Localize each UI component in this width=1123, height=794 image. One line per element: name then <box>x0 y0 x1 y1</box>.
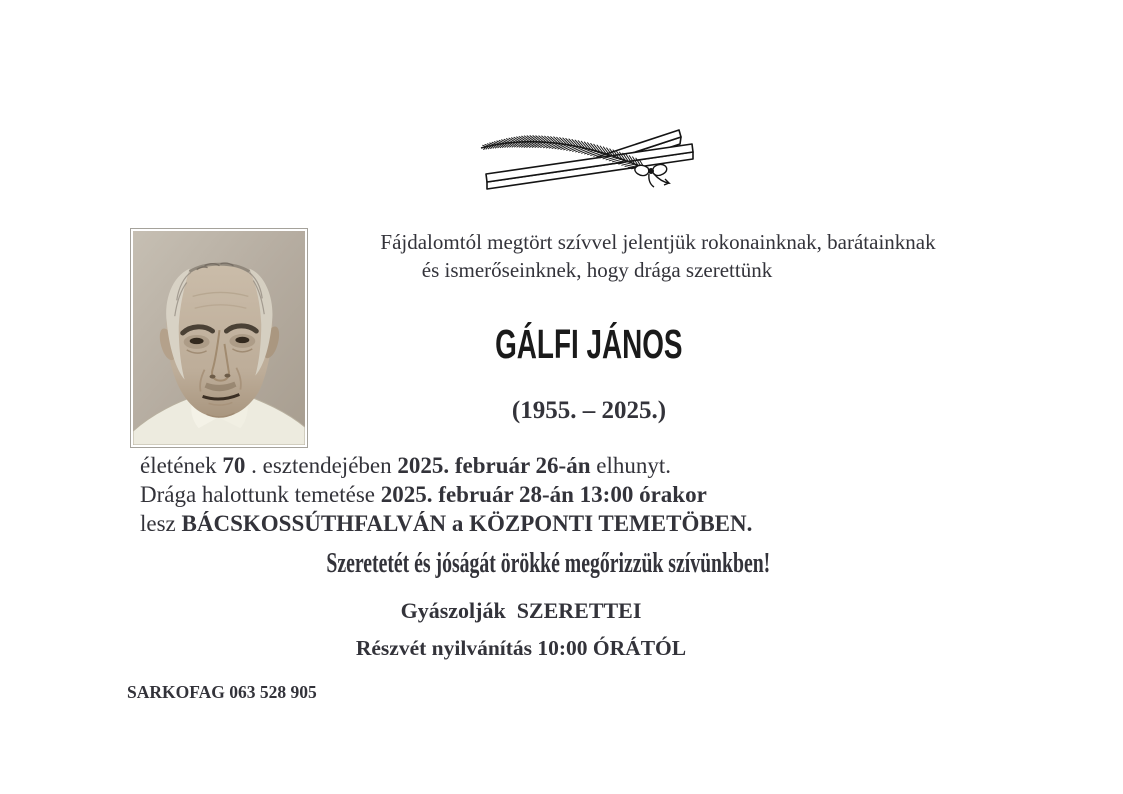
announcement-body <box>140 452 900 538</box>
announcement-line-1: életének 70 . esztendejében 2025. február 26-án elhunyt. <box>140 453 672 478</box>
deceased-years: (1955. – 2025.) <box>511 397 667 424</box>
announcement-line-3: lesz BÁCSKOSSÚTHFALVÁN a KÖZPONTI TEMETÖBEN. <box>140 510 753 536</box>
funeral-home-footer: SARKOFAG 063 528 905 <box>127 682 317 702</box>
ribbon-bow-icon <box>635 164 669 187</box>
intro-line-1: Fájdalomtól megtört szívvel jelentjük rokonainknak, barátainknak <box>380 230 936 254</box>
cross-and-palm-frond-icon <box>478 124 698 194</box>
announcement-line-2: Drága halottunk temetése 2025. február 28-án 13:00 órakor <box>140 481 707 507</box>
motto-line: Szeretetét és jóságát örökké megőrizzük szívünkben! <box>326 547 770 579</box>
condolence-line: Részvét nyilvánítás 10:00 ÓRÁTÓL <box>355 636 687 660</box>
intro-line-2: és ismerőseinknek, hogy drága szerettünk <box>421 258 773 282</box>
deceased-name: GÁLFI JÁNOS <box>495 321 683 367</box>
mourners-line: Gyászolják SZERETTEI <box>400 598 642 623</box>
